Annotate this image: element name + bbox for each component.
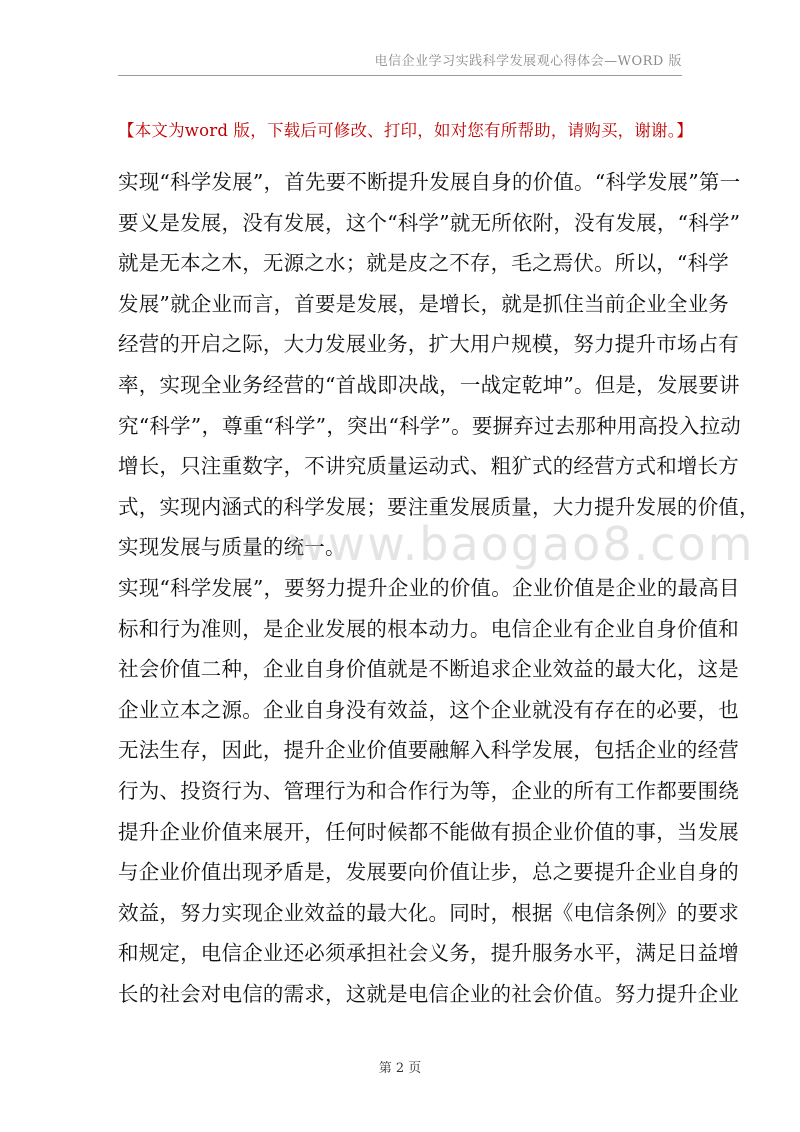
download-notice: 【本文为word 版，下载后可修改、打印，如对您有所帮助，请购买，谢谢。】	[118, 121, 693, 140]
text-line: 长的社会对电信的需求，这就是电信企业的社会价值。努力提升企业	[118, 981, 739, 1006]
text-line: 提升企业价值来展开，任何时候都不能做有损企业价值的事，当发展	[118, 819, 739, 844]
text-line: 行为、投资行为、管理行为和合作行为等，企业的所有工作都要围绕	[118, 778, 739, 803]
text-line: 率，实现全业务经营的“首战即决战，一战定乾坤”。但是，发展要讲	[118, 372, 740, 397]
text-line: 要义是发展，没有发展，这个“科学”就无所依附，没有发展，“科学”	[118, 210, 741, 235]
text-line: 增长，只注重数字，不讲究质量运动式、粗犷式的经营方式和增长方	[118, 454, 739, 479]
text-line: 究“科学”，尊重“科学”，突出“科学”。要摒弃过去那种用高投入拉动	[118, 413, 741, 438]
text-line: 实现“科学发展”，要努力提升企业的价值。企业价值是企业的最高目	[118, 575, 740, 600]
page-number: 第 2 页	[378, 1061, 422, 1076]
page-header: 电信企业学习实践科学发展观心得体会—WORD 版	[374, 54, 682, 69]
text-line: 效益，努力实现企业效益的最大化。同时，根据《电信条例》的要求	[118, 900, 739, 925]
text-line: 实现“科学发展”，首先要不断提升发展自身的价值。“科学发展”第一	[118, 170, 741, 194]
watermark: www.baogao8.com	[288, 517, 755, 571]
header-divider	[118, 75, 682, 76]
text-line: 与企业价值出现矛盾是，发展要向价值让步，总之要提升企业自身的	[118, 860, 739, 885]
text-line: 社会价值二种，企业自身价值就是不断追求企业效益的最大化，这是	[118, 657, 739, 682]
text-line: 企业立本之源。企业自身没有效益，这个企业就没有存在的必要，也	[118, 697, 739, 722]
document-body	[118, 162, 760, 1014]
text-line: 无法生存，因此，提升企业价值要融解入科学发展，包括企业的经营	[118, 738, 739, 763]
text-line: 发展”就企业而言，首要是发展，是增长，就是抓住当前企业全业务	[118, 291, 729, 316]
text-line: 经营的开启之际，大力发展业务，扩大用户规模，努力提升市场占有	[118, 332, 739, 357]
text-line: 实现发展与质量的统一。	[118, 535, 346, 560]
paragraph-1	[118, 162, 760, 568]
text-line: 标和行为准则，是企业发展的根本动力。电信企业有企业自身价值和	[118, 616, 739, 641]
text-line: 式，实现内涵式的科学发展；要注重发展质量，大力提升发展的价值，	[118, 494, 760, 519]
text-line: 和规定，电信企业还必须承担社会义务，提升服务水平，满足日益增	[118, 941, 739, 966]
paragraph-2	[118, 568, 740, 1015]
text-line: 就是无本之木，无源之水；就是皮之不存，毛之焉伏。所以，“科学	[118, 251, 729, 276]
